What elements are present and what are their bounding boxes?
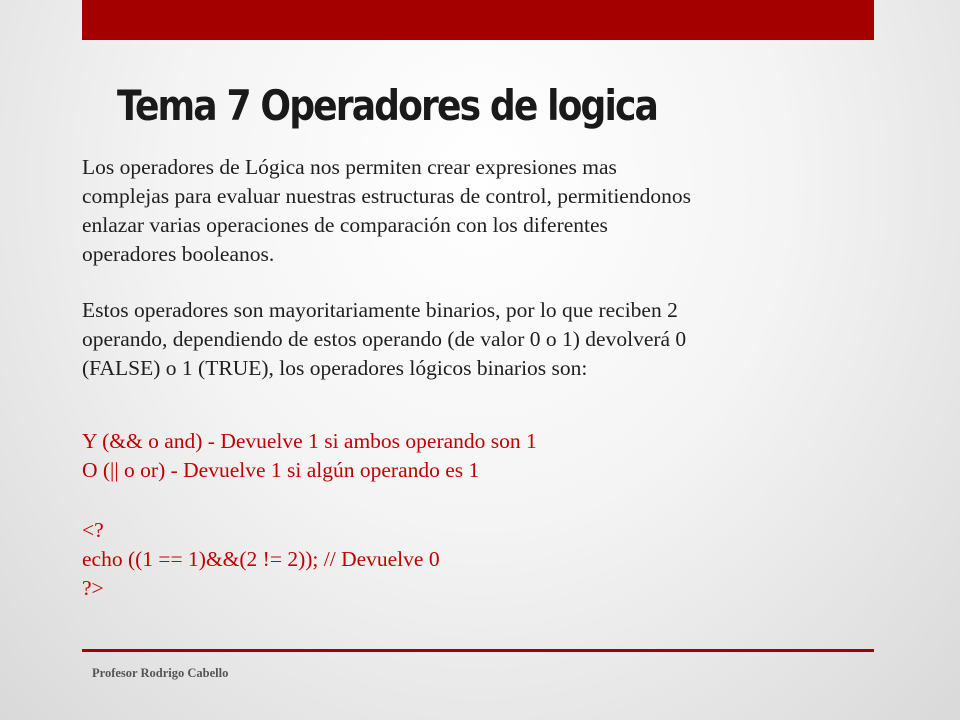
- intro-line: Los operadores de Lógica nos permiten crear expresiones mas: [82, 155, 617, 179]
- footer-author: Profesor Rodrigo Cabello: [92, 666, 229, 680]
- intro-line: operadores booleanos.: [82, 242, 275, 266]
- operator-or-item: O (|| o or) - Devuelve 1 si algún operando es 1: [82, 458, 480, 482]
- code-line: echo ((1 == 1)&&(2 != 2)); // Devuelve 0: [82, 547, 440, 571]
- binary-line: operando, dependiendo de estos operando (de valor 0 o 1) devolverá 0: [82, 327, 687, 351]
- code-line: ?>: [82, 576, 104, 600]
- slide-title: Tema 7 Operadores de logica: [117, 81, 657, 130]
- operator-list: [82, 427, 872, 485]
- intro-line: enlazar varias operaciones de comparación con los diferentes: [82, 213, 608, 237]
- binary-line: Estos operadores son mayoritariamente binarios, por lo que reciben 2: [82, 298, 678, 322]
- code-example: [82, 516, 872, 603]
- binary-line: (FALSE) o 1 (TRUE), los operadores lógicos binarios son:: [82, 356, 588, 380]
- footer-divider: [82, 649, 874, 652]
- intro-paragraph: [82, 153, 872, 269]
- top-accent-bar: [82, 0, 874, 40]
- code-line: <?: [82, 518, 104, 542]
- binary-operators-paragraph: [82, 296, 872, 383]
- intro-line: complejas para evaluar nuestras estructuras de control, permitiendonos: [82, 184, 691, 208]
- operator-and-item: Y (&& o and) - Devuelve 1 si ambos operando son 1: [82, 429, 537, 453]
